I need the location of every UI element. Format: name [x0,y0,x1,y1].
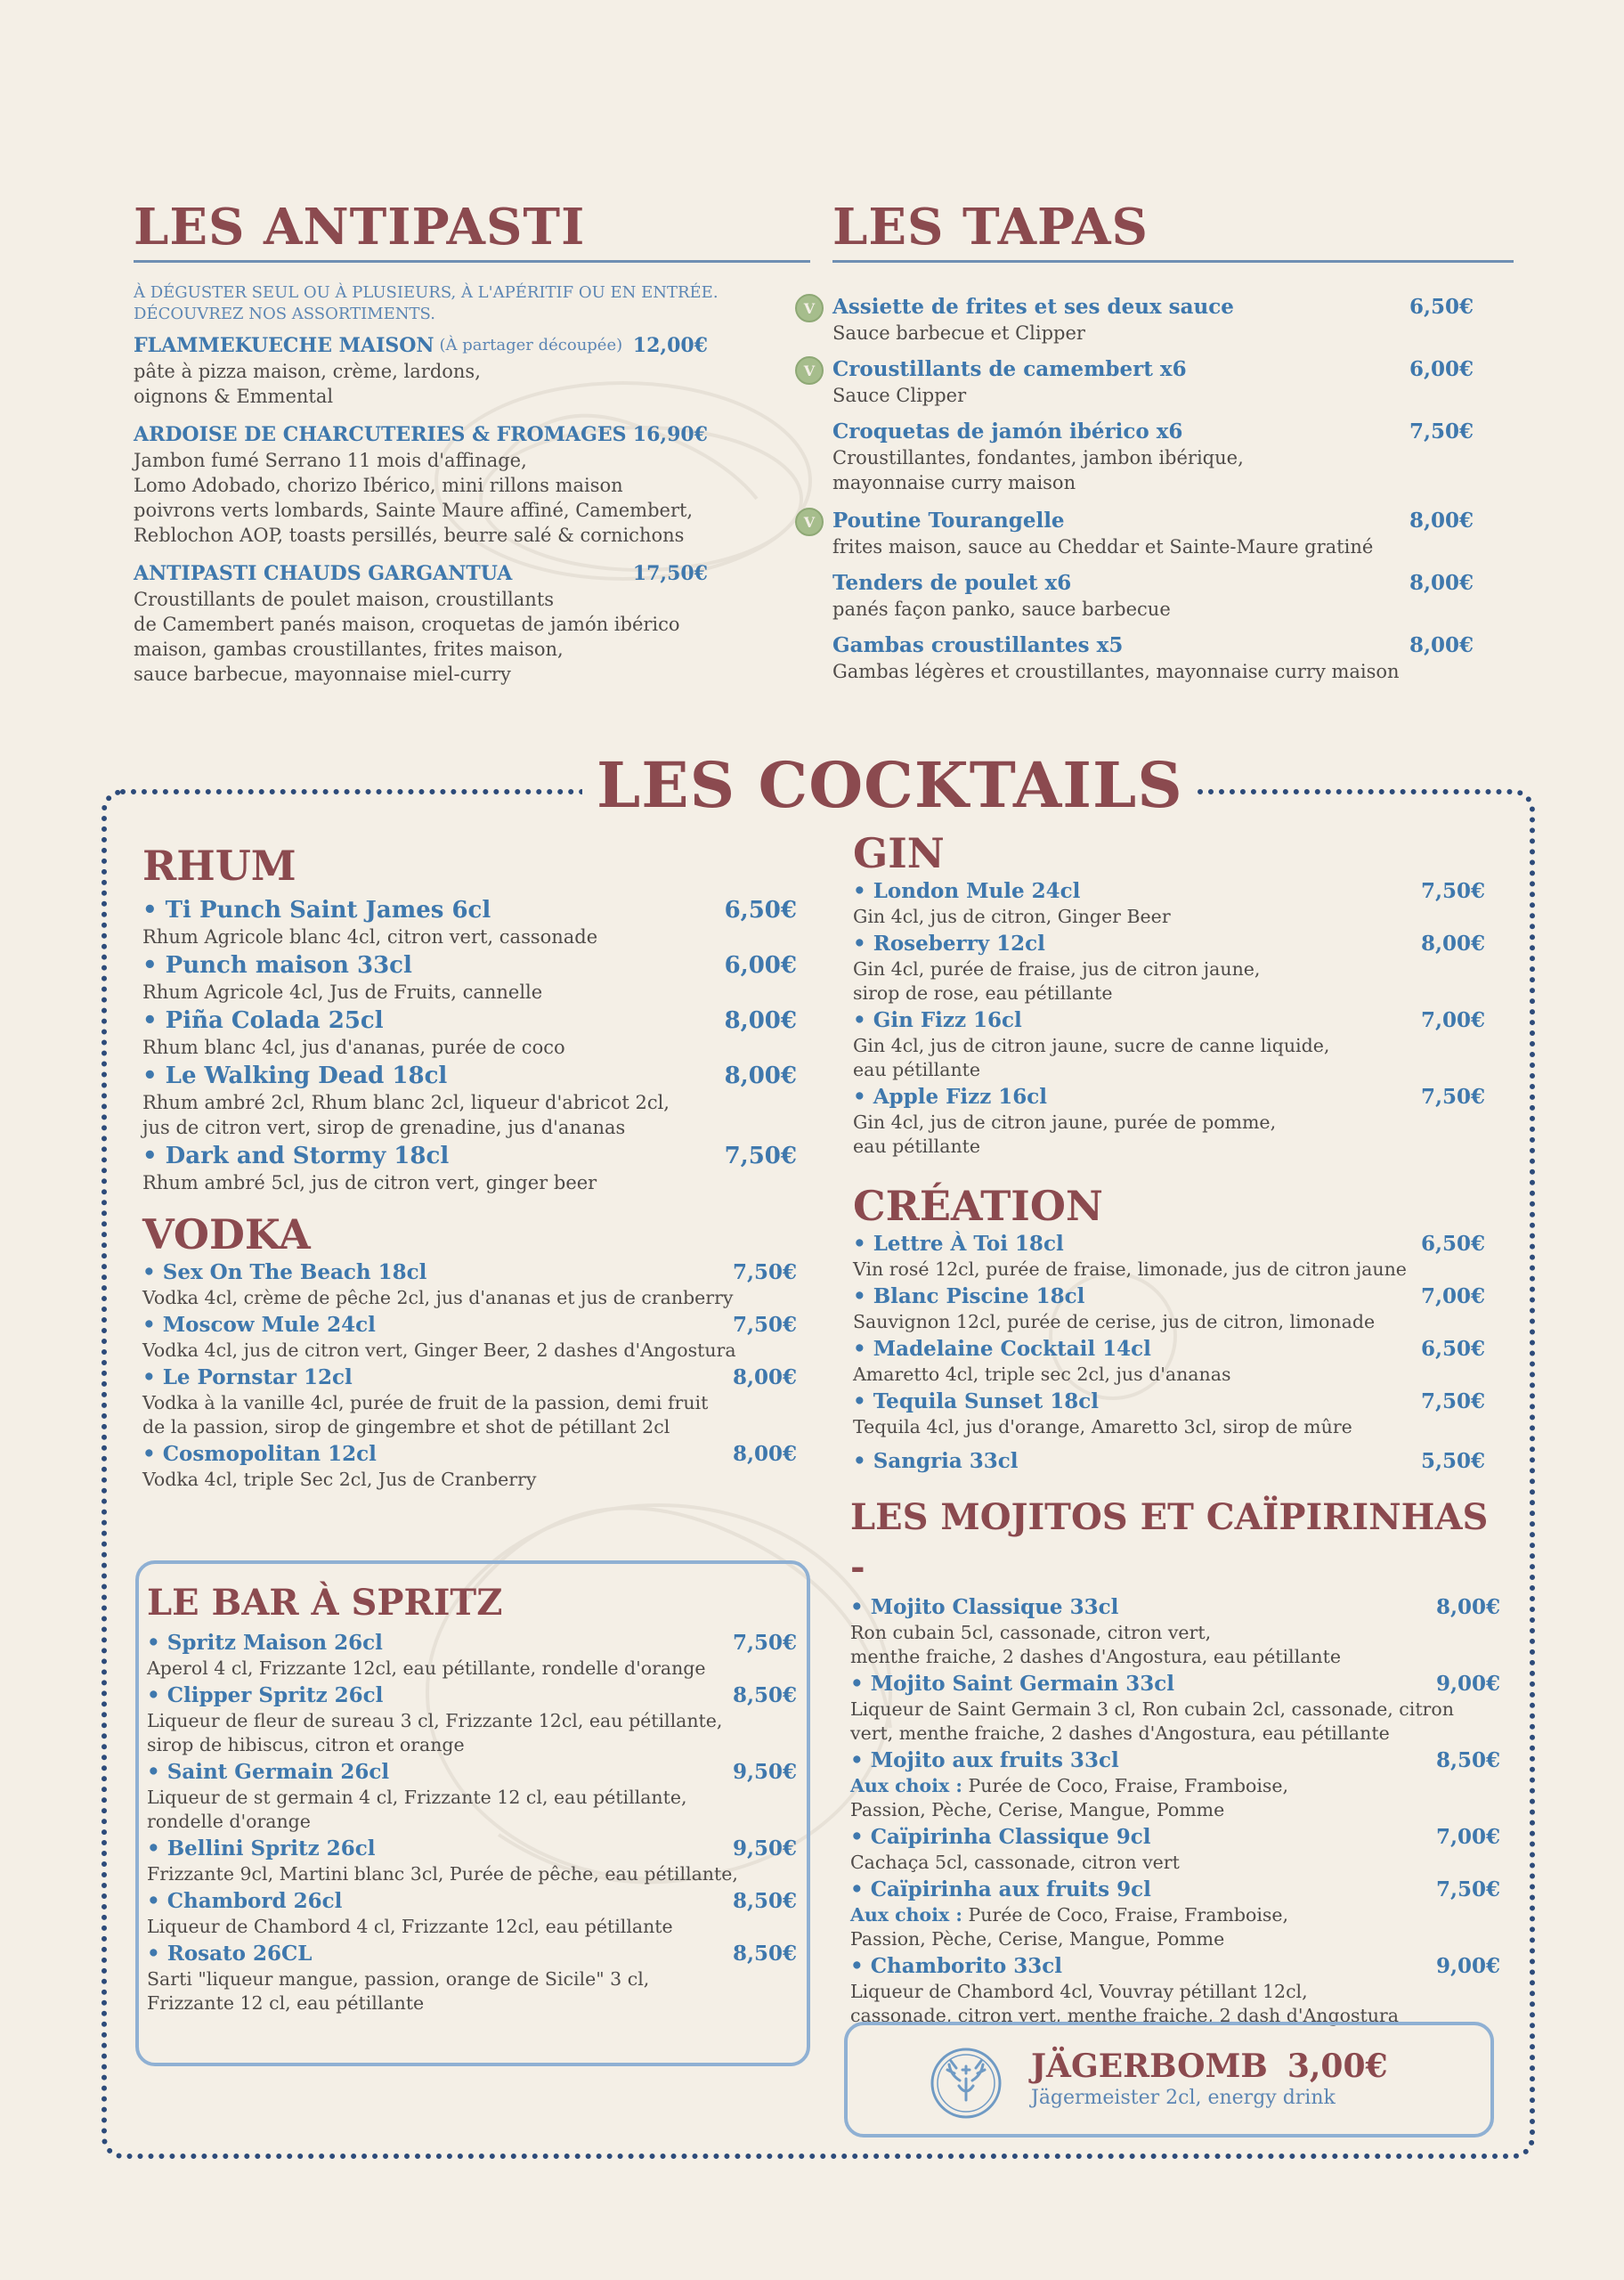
item-name: • London Mule 24cl [853,879,1081,903]
item-desc: Vodka à la vanille 4cl, purée de fruit de la passion, demi fruit [142,1392,709,1413]
cocktail-item [850,1877,1500,1951]
choice-label: Aux choix : [850,1904,962,1926]
item-price: 7,50€ [732,1313,797,1337]
item-desc: Lomo Adobado, chorizo Ibérico, mini rillons maison [134,475,623,496]
antipasti-item [134,421,708,548]
item-name: • Moscow Mule 24cl [142,1313,376,1337]
item-price: 7,50€ [732,1631,797,1655]
item-name: ARDOISE DE CHARCUTERIES & FROMAGES [134,423,627,446]
cocktail-item [853,1388,1485,1439]
item-desc: menthe fraiche, 2 dashes d'Angostura, eau pétillante [850,1646,1341,1667]
item-name: Tenders de poulet x6 [832,571,1072,595]
item-desc: Reblochon AOP, toasts persillés, beurre salé & cornichons [134,525,685,546]
item-price: 6,50€ [1420,1232,1485,1256]
choice-label: Aux choix : [850,1775,962,1796]
item-price: 8,00€ [732,1442,797,1466]
jagerbomb-desc: Jägermeister 2cl, energy drink [1031,2087,1336,2109]
cocktail-item [142,1259,797,1310]
cocktail-item [142,1441,797,1492]
item-price: 6,50€ [724,897,797,924]
item-name: • Dark and Stormy 18cl [142,1143,450,1169]
vodka-title: VODKA [142,1210,311,1258]
item-desc: Amaretto 4cl, triple sec 2cl, jus d'ananas [853,1364,1231,1385]
item-price: 9,50€ [732,1760,797,1784]
item-price: 8,50€ [732,1889,797,1913]
tapas-item [832,419,1474,495]
antipasti-item [134,560,708,687]
item-desc: Liqueur de Chambord 4 cl, Frizzante 12cl, eau pétillante [147,1916,673,1937]
item-price: 7,50€ [732,1260,797,1284]
cocktail-item [142,1142,797,1195]
item-price: 6,50€ [1409,295,1474,319]
item-price: 8,00€ [724,1063,797,1089]
cocktail-item [142,1312,797,1363]
antipasti-section [134,196,810,687]
vegetarian-icon: V [795,356,824,385]
gin-section [853,828,1485,1160]
item-price: 7,00€ [1420,1008,1485,1032]
rhum-section [142,841,797,1197]
cocktail-item [850,1747,1500,1822]
item-name: Croquetas de jamón ibérico x6 [832,419,1183,444]
item-name: • Punch maison 33cl [142,952,412,979]
item-desc: Gin 4cl, purée de fraise, jus de citron jaune, [853,958,1261,980]
item-desc: frites maison, sauce au Cheddar et Sainte-Maure gratiné [832,536,1374,558]
item-desc: Tequila 4cl, jus d'orange, Amaretto 3cl, sirop de mûre [853,1416,1352,1437]
item-desc: Liqueur de fleur de sureau 3 cl, Frizzante 12cl, eau pétillante, [147,1710,723,1731]
item-desc: pâte à pizza maison, crème, lardons, [134,361,481,382]
cocktail-item [147,1630,797,1681]
item-name: Assiette de frites et ses deux sauce [832,295,1234,319]
item-name: • Mojito Classique 33cl [850,1595,1119,1619]
item-desc: sirop de hibiscus, citron et orange [147,1734,465,1755]
item-price: 8,00€ [1409,633,1474,657]
item-price: 12,00€ [632,334,708,357]
item-desc: Vodka 4cl, triple Sec 2cl, Jus de Cranberry [142,1469,537,1490]
item-price: 16,90€ [632,423,708,446]
cocktail-item [850,1953,1500,2028]
item-price: 8,00€ [1435,1595,1500,1619]
item-name: • Sex On The Beach 18cl [142,1260,427,1284]
cocktail-item [142,951,797,1005]
item-name: • Mojito Saint Germain 33cl [850,1672,1174,1696]
item-price: 8,50€ [732,1683,797,1707]
item-desc: Liqueur de Chambord 4cl, Vouvray pétillant 12cl, [850,1981,1308,2002]
item-name: • Caïpirinha aux fruits 9cl [850,1877,1151,1901]
cocktail-item [853,1283,1485,1334]
item-note: (À partager découpée) [439,336,623,354]
item-price: 9,00€ [1435,1672,1500,1696]
item-name: • Blanc Piscine 18cl [853,1284,1085,1308]
item-name: • Le Walking Dead 18cl [142,1063,448,1089]
cocktails-title: LES COCKTAILS [582,750,1198,821]
item-desc: Rhum ambré 5cl, jus de citron vert, ginger beer [142,1172,597,1193]
item-desc: Passion, Pèche, Cerise, Mangue, Pomme [850,1799,1225,1820]
cocktail-item [147,1682,797,1757]
item-desc: poivrons verts lombards, Sainte Maure affiné, Camembert, [134,500,694,521]
item-price: 7,00€ [1435,1825,1500,1849]
tapas-rule [832,260,1514,263]
item-name: • Saint Germain 26cl [147,1760,390,1784]
item-name: • Chambord 26cl [147,1889,343,1913]
item-price: 6,00€ [1409,357,1474,381]
item-desc: oignons & Emmental [134,386,334,407]
item-desc: Gin 4cl, jus de citron, Ginger Beer [853,906,1171,927]
item-price: 8,00€ [1420,932,1485,956]
item-desc: Croustillantes, fondantes, jambon ibérique, [832,447,1244,468]
item-desc: Gambas légères et croustillantes, mayonnaise curry maison [832,661,1400,682]
item-name: • Bellini Spritz 26cl [147,1836,376,1861]
item-name: FLAMMEKUECHE MAISON [134,334,434,357]
cocktail-item [850,1824,1500,1875]
item-name: • Gin Fizz 16cl [853,1008,1022,1032]
item-price: 6,50€ [1420,1337,1485,1361]
cocktail-item [850,1594,1500,1669]
item-price: 8,00€ [724,1007,797,1034]
item-desc: Rhum ambré 2cl, Rhum blanc 2cl, liqueur d'abricot 2cl, [142,1092,670,1113]
intro-line: DÉCOUVREZ NOS ASSORTIMENTS. [134,305,435,323]
jagerbomb-price: 3,00€ [1287,2048,1388,2085]
mojitos-list [850,1594,1500,2028]
antipasti-rule [134,260,810,263]
mojitos-title: LES MOJITOS ET CAÏPIRINHAS - [850,1496,1489,1588]
item-desc [850,1903,1500,1927]
cocktail-item [147,1759,797,1834]
item-desc: sauce barbecue, mayonnaise miel-curry [134,664,511,685]
item-desc [850,1774,1500,1798]
cocktail-item [142,896,797,949]
item-desc: Jambon fumé Serrano 11 mois d'affinage, [134,450,527,471]
item-price: 5,50€ [1420,1449,1485,1473]
item-desc: Ron cubain 5cl, cassonade, citron vert, [850,1622,1212,1643]
item-price: 8,00€ [1409,571,1474,595]
creation-list [853,1231,1485,1475]
item-name: • Sangria 33cl [853,1449,1019,1473]
cocktail-item [853,931,1485,1006]
vodka-list [142,1259,797,1492]
item-name: Gambas croustillantes x5 [832,633,1124,657]
item-price: 8,50€ [732,1942,797,1966]
item-desc: maison, gambas croustillantes, frites maison, [134,639,564,660]
item-name: • Cosmopolitan 12cl [142,1442,377,1466]
cocktail-item [147,1941,797,2015]
tapas-item [803,356,1474,408]
tapas-list [803,294,1474,695]
tapas-item [803,508,1474,559]
item-desc: Rhum blanc 4cl, jus d'ananas, purée de coco [142,1037,565,1058]
vodka-section [142,1209,797,1494]
item-name: • Piña Colada 25cl [142,1007,384,1034]
item-desc: Aperol 4 cl, Frizzante 12cl, eau pétillante, rondelle d'orange [147,1657,706,1679]
item-desc: Gin 4cl, jus de citron jaune, purée de pomme, [853,1112,1277,1133]
choice-options: Purée de Coco, Fraise, Framboise, [962,1904,1289,1926]
vegetarian-icon: V [795,508,824,536]
item-desc: Frizzante 12 cl, eau pétillante [147,1992,425,2014]
rhum-title: RHUM [142,842,296,890]
item-desc: Sarti "liqueur mangue, passion, orange de Sicile" 3 cl, [147,1968,650,1990]
item-price: 7,50€ [1435,1877,1500,1901]
item-price: 9,50€ [732,1836,797,1861]
item-desc: Sauce barbecue et Clipper [832,322,1085,344]
item-desc: Liqueur de st germain 4 cl, Frizzante 12 cl, eau pétillante, [147,1787,687,1808]
cocktail-item [853,1448,1485,1475]
item-desc: Croustillants de poulet maison, croustillants [134,589,555,610]
item-desc: Sauvignon 12cl, purée de cerise, jus de citron, limonade [853,1311,1376,1332]
item-price: 8,50€ [1435,1748,1500,1772]
item-price: 7,50€ [1420,879,1485,903]
cocktail-item [147,1888,797,1939]
mojitos-section [850,1493,1500,2030]
antipasti-item [134,332,708,409]
item-desc: Cachaça 5cl, cassonade, citron vert [850,1852,1180,1873]
item-desc: Frizzante 9cl, Martini blanc 3cl, Purée de pêche, eau pétillante, [147,1863,738,1885]
item-desc: eau pétillante [853,1059,981,1080]
cocktail-item [850,1671,1500,1746]
item-desc: mayonnaise curry maison [832,472,1076,493]
item-desc: cassonade, citron vert, menthe fraiche, 2 dash d'Angostura [850,2005,1399,2026]
spritz-section [147,1578,797,2017]
tapas-item [803,294,1474,346]
creation-title: CRÉATION [853,1182,1103,1230]
item-name: • Ti Punch Saint James 6cl [142,897,491,924]
cocktail-item [853,1084,1485,1159]
item-name: • Apple Fizz 16cl [853,1085,1048,1109]
cocktail-item [142,1062,797,1140]
cocktail-item [853,1231,1485,1282]
spritz-list [147,1630,797,2015]
item-name: • Spritz Maison 26cl [147,1631,383,1655]
item-desc: Passion, Pèche, Cerise, Mangue, Pomme [850,1928,1225,1950]
item-desc: eau pétillante [853,1136,981,1157]
item-name: • Chamborito 33cl [850,1954,1062,1978]
spritz-title: LE BAR À SPRITZ [147,1582,503,1624]
item-desc: Vodka 4cl, jus de citron vert, Ginger Beer, 2 dashes d'Angostura [142,1340,736,1361]
creation-section [853,1181,1485,1477]
vegetarian-icon: V [795,294,824,322]
jagerbomb-text [1031,2047,1388,2111]
stag-logo-icon [930,2047,1003,2120]
cocktail-item [853,878,1485,929]
item-desc: jus de citron vert, sirop de grenadine, jus d'ananas [142,1117,626,1138]
tapas-item [832,570,1474,622]
item-name: Croustillants de camembert x6 [832,357,1187,381]
item-name: • Roseberry 12cl [853,932,1045,956]
item-name: • Le Pornstar 12cl [142,1365,353,1389]
intro-line: À DÉGUSTER SEUL OU À PLUSIEURS, À L'APÉRITIF OU EN ENTRÉE. [134,283,719,302]
cocktail-item [853,1336,1485,1387]
cocktail-item [147,1836,797,1886]
item-price: 7,50€ [1420,1389,1485,1413]
antipasti-title: LES ANTIPASTI [134,198,586,256]
tapas-title: LES TAPAS [832,198,1149,256]
item-name: Poutine Tourangelle [832,509,1065,533]
item-name: • Tequila Sunset 18cl [853,1389,1100,1413]
item-name: • Mojito aux fruits 33cl [850,1748,1119,1772]
cocktail-item [853,1007,1485,1082]
item-name: ANTIPASTI CHAUDS GARGANTUA [134,562,513,585]
item-price: 7,50€ [1420,1085,1485,1109]
item-desc: sirop de rose, eau pétillante [853,982,1113,1004]
tapas-item [832,632,1474,684]
jagerbomb-name: JÄGERBOMB [1031,2048,1268,2085]
item-price: 17,50€ [632,562,708,585]
item-desc: Sauce Clipper [832,385,967,406]
item-name: • Clipper Spritz 26cl [147,1683,384,1707]
rhum-list [142,896,797,1195]
item-price: 8,00€ [732,1365,797,1389]
gin-title: GIN [853,829,945,877]
item-desc: de la passion, sirop de gingembre et shot de pétillant 2cl [142,1416,670,1437]
item-desc: panés façon panko, sauce barbecue [832,598,1171,620]
item-price: 7,00€ [1420,1284,1485,1308]
item-name: • Rosato 26CL [147,1942,313,1966]
item-price: 6,00€ [724,952,797,979]
item-desc: Vodka 4cl, crème de pêche 2cl, jus d'ananas et jus de cranberry [142,1287,734,1308]
item-price: 9,00€ [1435,1954,1500,1978]
item-name: • Lettre À Toi 18cl [853,1232,1064,1256]
item-desc: Rhum Agricole blanc 4cl, citron vert, cassonade [142,926,598,948]
item-price: 8,00€ [1409,509,1474,533]
item-name: • Caïpirinha Classique 9cl [850,1825,1151,1849]
item-desc: Rhum Agricole 4cl, Jus de Fruits, cannelle [142,981,543,1003]
jagerbomb-box [844,2022,1494,2138]
item-desc: vert, menthe fraiche, 2 dashes d'Angostura, eau pétillante [850,1722,1390,1744]
item-price: 7,50€ [724,1143,797,1169]
cocktail-item [142,1364,797,1439]
cocktail-item [142,1006,797,1060]
item-desc: Liqueur de Saint Germain 3 cl, Ron cubain 2cl, cassonade, citron [850,1698,1454,1720]
item-desc: Vin rosé 12cl, purée de fraise, limonade, jus de citron jaune [853,1258,1407,1280]
item-price: 7,50€ [1409,419,1474,444]
gin-list [853,878,1485,1159]
antipasti-intro [134,282,810,325]
item-desc: de Camembert panés maison, croquetas de jamón ibérico [134,614,680,635]
item-name: • Madelaine Cocktail 14cl [853,1337,1151,1361]
item-desc: rondelle d'orange [147,1811,311,1832]
item-desc: Gin 4cl, jus de citron jaune, sucre de canne liquide, [853,1035,1330,1056]
choice-options: Purée de Coco, Fraise, Framboise, [962,1775,1289,1796]
